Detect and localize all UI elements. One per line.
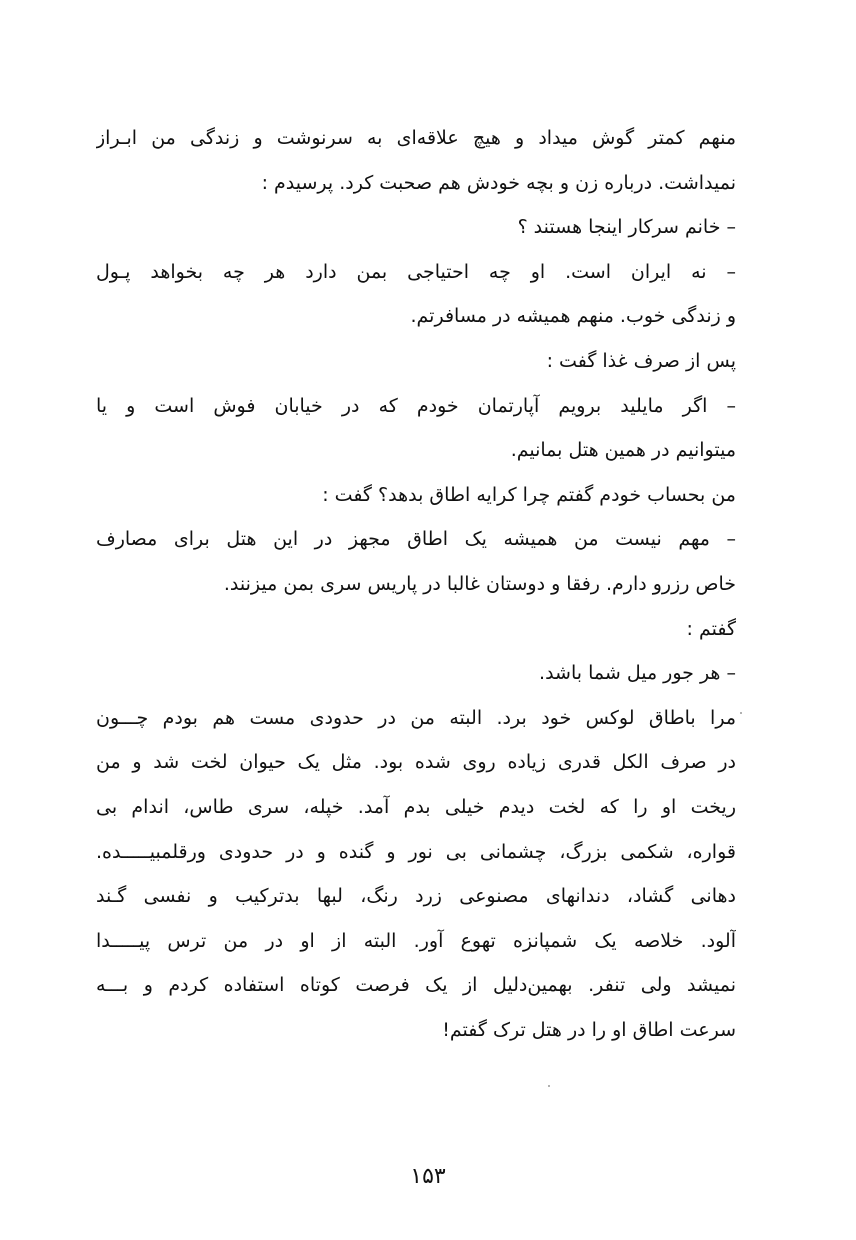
text-line: – خانم سرکار اینجا هستند ؟ — [517, 216, 736, 239]
text-line: نمیشد ولی تنفر. بهمین‌دلیل از یک فرصت کوتاه استفاده کردم و بـــه — [96, 974, 736, 997]
text-line: دهانی گشاد، دندانهای مصنوعی زرد رنگ، لبها بدترکیب و نفسی گـند — [96, 885, 736, 908]
text-line: – نه ایران است. او چه احتیاجی بمن دارد هر چه بخواهد پـول — [96, 260, 736, 283]
text-line: منهم کمتر گوش میداد و هیچ علاقه‌ای به سرنوشت و زندگی من ابـراز — [96, 127, 736, 149]
text-line: خاص رزرو دارم. رفقا و دوستان غالبا در پاریس سری بمن میزنند. — [223, 572, 736, 595]
text-line: نمیداشت. درباره زن و بچه خودش هم صحبت کرد. پرسیدم : — [261, 171, 736, 194]
text-line: پس از صرف غذا گفت : — [546, 349, 736, 372]
body-text — [96, 116, 736, 1052]
text-line: سرعت اطاق او را در هتل ترک گفتم! — [442, 1018, 736, 1041]
text-line: – اگر مایلید برویم آپارتمان خودم که در خیابان فوش است و یا — [96, 394, 736, 417]
scan-speck — [548, 1085, 550, 1087]
text-line: ریخت او را که لخت دیدم خیلی بدم آمد. خپله، سری طاس، اندام بی — [96, 795, 736, 818]
text-line: – هر جور میل شما باشد. — [539, 662, 736, 685]
scan-speck — [740, 712, 742, 714]
text-line: آلود. خلاصه یک شمپانزه تهوع آور. البته از او در من ترس پیـــــدا — [96, 929, 736, 952]
text-line: در صرف الکل قدری زیاده روی شده بود. مثل یک حیوان لخت شد و من — [96, 751, 736, 774]
text-line: – مهم نیست من همیشه یک اطاق مجهز در این هتل برای مصارف — [96, 528, 736, 551]
text-line: قواره، شکمی بزرگ، چشمانی بی نور و گنده و در حدودی ورقلمبیـــــده. — [96, 840, 736, 863]
text-line: من بحساب خودم گفتم چرا کرایه اطاق بدهد؟ گفت : — [322, 483, 736, 506]
text-line: گفتم : — [686, 617, 736, 640]
text-line: میتوانیم در همین هتل بمانیم. — [510, 439, 736, 462]
text-line: مرا باطاق لوکس خود برد. البته من در حدودی مست هم بودم چـــون — [96, 706, 736, 729]
page-number: ۱۵۳ — [410, 1164, 446, 1189]
text-line: و زندگی خوب. منهم همیشه در مسافرتم. — [410, 305, 736, 328]
